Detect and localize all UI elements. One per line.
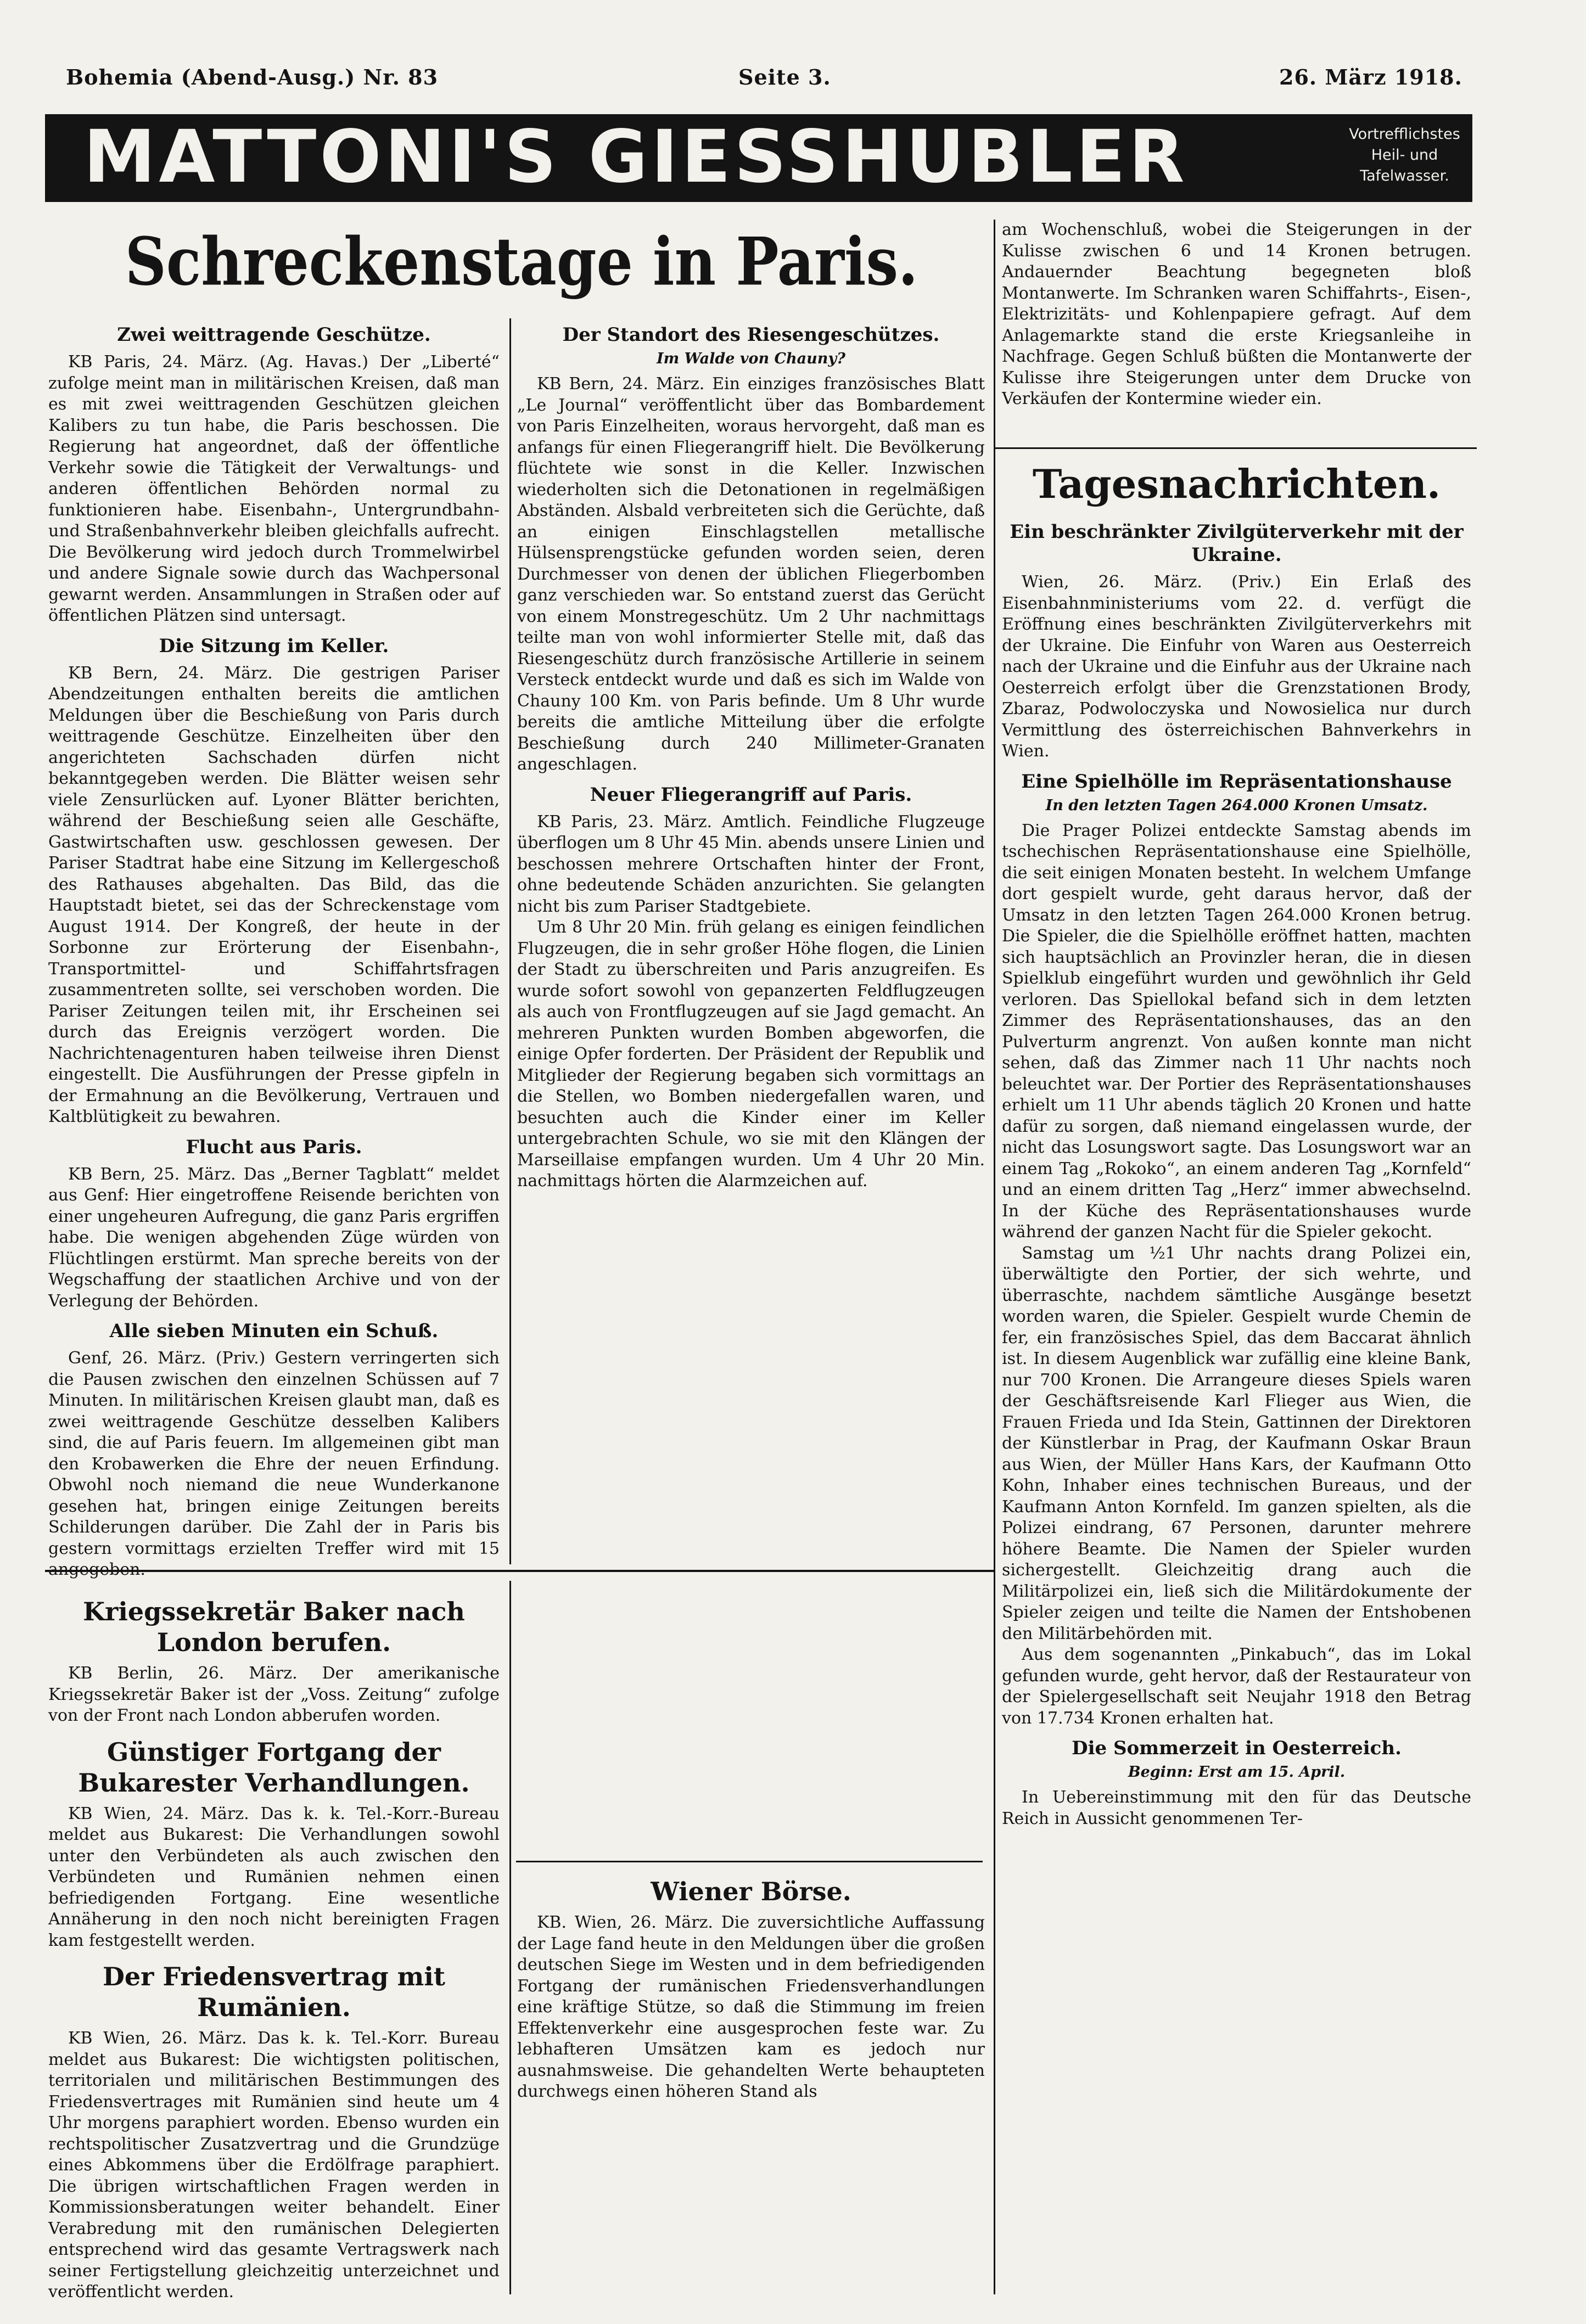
article-paragraph: KB Berlin, 26. März. Der amerikanische Kriegssekretär Baker ist der „Voss. Zeitung“ zufolge von der Front nach London abberufen worden. [48, 1664, 500, 1725]
article-paragraph: KB Paris, 24. März. (Ag. Havas.) Der „Liberté“ zufolge meint man in militärischen Kreisen, daß man es mit zwei weittragenden Geschützen gleichen Kalibers zu tun habe, die Paris beschossen. Die Regierung hat angeordnet, daß der öffentliche Verkehr sowie die Tätigkeit der Verwaltungs- und anderen öffentlichen Behörden normal zu funktionieren habe. Eisenbahn-, Untergrundbahn- und Straßenbahnverkehr bleiben gleichfalls aufrecht. Die Bevölkerung wird jedoch durch Trommelwirbel und andere Signale sowie durch das Wachpersonal gewarnt werden. Ansammlungen in Straßen oder auf öffentlichen Plätzen sind untersagt. [48, 352, 500, 625]
article-paragraph: KB Paris, 23. März. Amtlich. Feindliche Flugzeuge überflogen um 8 Uhr 45 Min. abends unsere Linien und beschossen mehrere Ortschaften hinter der Front, ohne bedeutende Schäden anzurichten. Sie gelangten nicht bis zum Pariser Stadtgebiete. [517, 812, 985, 916]
section-heading: Der Standort des Riesengeschützes. [562, 324, 940, 346]
article-paragraph: KB Wien, 26. März. Das k. k. Tel.-Korr. Bureau meldet aus Bukarest: Die wichtigsten politischen, territorialen und militärischen Bestimmungen des Friedensvertrages mit Rumänien sind heute um 4 Uhr morgens paraphiert worden. Ebenso wurden ein rechtspolitischer Zusatzvertrag und die Grundzüge eines Abkommens über die Erdölfrage paraphiert. Die übrigen wirtschaftlichen Fragen werden in Kommissionsberatungen weiter behandelt. Einer Verabredung mit den rumänischen Delegierten entsprechend wird das gesamte Vertragswerk nach seiner Fertigstellung gleichzeitig unterzeichnet und veröffentlicht werden. [48, 2029, 500, 2301]
article-paragraph: Wien, 26. März. (Priv.) Ein Erlaß des Eisenbahnministeriums vom 22. d. verfügt die Eröffnung eines beschränkten Zivilgüterverkehrs mit der Ukraine. Die Einfuhr von Waren aus Oesterreich nach der Ukraine und die Einfuhr aus der Ukraine nach Oesterreich erfolgt über die Grenzstationen Brody, Zbaraz, Podwoloczyska und Nowosielica nur durch Vermittlung des österreichischen Bahnverkehrs in Wien. [1002, 572, 1471, 761]
ad-side-line: Heil- und [1371, 147, 1438, 164]
article-paragraph: Samstag um ½1 Uhr nachts drang Polizei ein, überwältigte den Portier, der sich wehrte, und überraschte, nachdem sämtliche Ausgänge besetzt worden waren, die Spieler. Gespielt wurde Chemin de fer, ein französisches Spiel, das dem Baccarat ähnlich ist. In diesem Augenblick war zufällig eine kleine Bank, nur 700 Kronen. Die Arrangeure dieses Spiels waren der Geschäftsreisende Karl Flieger aus Wien, die Frauen Frieda und Ida Stein, Gattinnen der Direktoren der Künstlerbar in Prag, der Kaufmann Oskar Braun aus Wien, der Müller Hans Kars, der Kaufmann Otto Kohn, Inhaber eines technischen Bureaus, und der Kaufmann Anton Kornfeld. Im ganzen spielten, als die Polizei eindrang, 67 Personen, darunter mehrere höhere Beamte. Die Namen der Spieler wurden sichergestellt. Gleichzeitig drang auch die Militärpolizei ein, ließ sich die Militärdokumente der Spieler zeigen und teilte die Namen der Entshobenen den Militärbehörden mit. [1002, 1243, 1471, 1643]
lead-column-left [48, 316, 500, 1579]
section-heading: Neuer Fliegerangriff auf Paris. [590, 783, 912, 806]
lower-column-middle [517, 1866, 985, 2294]
section-heading: Zwei weittragende Geschütze. [117, 324, 431, 346]
article-paragraph: KB Bern, 25. März. Das „Berner Tagblatt“ meldet aus Genf: Hier eingetroffene Reisende berichten von einer ungeheuren Aufregung, die ganz Paris ergriffen habe. Die wenigen abgehenden Züge würden von Flüchtlingen erstürmt. Man spreche bereits von der Wegschaffung der staatlichen Archive und von der Verlegung der Behörden. [48, 1164, 500, 1311]
article-paragraph: KB. Wien, 26. März. Die zuversichtliche Auffassung der Lage fand heute in den Meldungen über die großen deutschen Siege im Westen und in dem befriedigenden Fortgang der rumänischen Friedensverhandlungen eine kräftige Stütze, so daß die Stimmung im freien Effektenverkehr eine ausgesprochen feste war. Zu lebhafteren Umsätzen kam es jedoch nur ausnahmsweise. Die gehandelten Werte behaupteten durchwegs einen höheren Stand als [517, 1913, 985, 2101]
section-title-tagesnachrichten: Tagesnachrichten. [1032, 461, 1441, 507]
section-heading: Alle sieben Minuten ein Schuß. [109, 1320, 439, 1342]
article-paragraph: am Wochenschluß, wobei die Steigerungen in der Kulisse zwischen 6 und 14 Kronen betrugen. Andauernder Beachtung begegneten bloß Montanwerte. Im Schranken waren Schiffahrts-, Eisen-, Elektrizitäts- und Kohlenpapiere gefragt. Auf dem Anlagemarkte stand die erste Kriegsanleihe in Nachfrage. Gegen Schluß büßten die Montanwerte der Kulisse ihre Steigerungen unter dem Drucke von Verkäufen der Kontermine wieder ein. [1002, 220, 1471, 408]
right-column [1002, 220, 1471, 2294]
section-rule [516, 1861, 983, 1862]
article-paragraph: In Uebereinstimmung mit den für das Deutsche Reich in Aussicht genommenen Ter- [1002, 1788, 1471, 1828]
article-subheading: Beginn: Erst am 15. April. [1128, 1764, 1346, 1781]
lower-column-left [48, 1586, 500, 2301]
section-subheading: Im Walde von Chauny? [657, 350, 845, 367]
article-heading: Wiener Börse. [651, 1877, 851, 1906]
article-subheading: In den letzten Tagen 264.000 Kronen Umsatz. [1045, 796, 1428, 814]
article-heading: Günstiger Fortgang der Bukarester Verhandlungen. [78, 1737, 470, 1798]
article-paragraph: Die Prager Polizei entdeckte Samstag abends im tschechischen Repräsentationshause eine Spielhölle, die seit einigen Monaten besteht. In welchem Umfange dort gespielt wurde, geht daraus hervor, daß der Umsatz in den letzten Tagen 264.000 Kronen betrug. Die Spieler, die die Spielhölle eröffnet hatten, machten sich hauptsächlich an Provinzler heran, die in diesen Spielklub eingeführt wurden und gewöhnlich ihr Geld verloren. Das Spiellokal befand sich in dem letzten Zimmer des Repräsentationshauses, das an den Pulverturm angrenzt. Von außen konnte man nicht sehen, daß das Zimmer nach 11 Uhr nachts noch beleuchtet war. Der Portier des Repräsentationshauses erhielt um 11 Uhr abends täglich 20 Kronen und hatte dafür zu sorgen, daß niemand eingelassen wurde, der nicht das Losungswort sagte. Das Losungswort war an einem Tag „Rokoko“, an einem anderen Tag „Kornfeld“ und an einem dritten Tag „Herz“ immer abwechselnd. In der Küche des Repräsentationshauses wurde während der ganzen Nacht für die Spieler gekocht. [1002, 821, 1471, 1242]
column-rule [509, 1581, 511, 2294]
article-paragraph: Genf, 26. März. (Priv.) Gestern verringerten sich die Pausen zwischen den einzelnen Schüssen auf 7 Minuten. In militärischen Kreisen glaubt man, daß es zwei weittragende Geschütze desselben Kalibers sind, die auf Paris feuern. Im allgemeinen gibt man den Krobawerken die Ehre der neuen Erfindung. Obwohl noch niemand die neue Wunderkanone gesehen hat, bringen einige Zeitungen bereits Schilderungen darüber. Die Zahl der in Paris bis gestern vormittags erzielten Treffer wird mit 15 angegeben. [48, 1349, 500, 1579]
section-heading: Die Sitzung im Keller. [159, 635, 389, 657]
page-number: Seite 3. [738, 65, 831, 89]
ad-side-text [1346, 124, 1464, 187]
column-rule [994, 220, 995, 2294]
article-heading: Der Friedensvertrag mit Rumänien. [102, 1962, 446, 2022]
article-paragraph: KB Bern, 24. März. Die gestrigen Pariser Abendzeitungen enthalten bereits die amtlichen Meldungen über die Beschießung von Paris durch weittragende Geschütze. Einzelheiten über den angerichteten Sachschaden dürfen nicht bekanntgegeben werden. Die Blätter weisen sehr viele Zensurlücken auf. Lyoner Blätter berichten, während der Beschießung seien alle Geschäfte, Gastwirtschaften usw. geschlossen gewesen. Der Pariser Stadtrat habe eine Sitzung im Kellergeschoß des Rathauses abgehalten. Das Bild, das die Hauptstadt bietet, sei das der Schreckenstage vom August 1914. Der Kongreß, der heute in der Sorbonne zur Erörterung der Eisenbahn-, Transportmittel- und Schiffahrtsfragen zusammentreten sollte, sei verschoben worden. Die Pariser Zeitungen teilen mit, ihr Erscheinen sei durch das Ereignis verzögert worden. Die Nachrichtenagenturen haben teilweise ihren Dienst eingestellt. Die Ausführungen der Presse gipfeln in der Ermahnung an die Bevölkerung, Vertrauen und Kaltblütigkeit zu bewahren. [48, 663, 500, 1126]
article-heading: Ein beschränkter Zivilgüterverkehr mit der Ukraine. [1010, 521, 1464, 566]
article-paragraph: KB Bern, 24. März. Ein einziges französisches Blatt „Le Journal“ veröffentlicht über das Bombardement von Paris Einzelheiten, woraus hervorgeht, daß man es anfangs für einen Fliegerangriff hielt. Die Bevölkerung flüchtete wie sonst in die Keller. Inzwischen wiederholten sich die Detonationen in regelmäßigen Abständen. Alsbald verbreiteten sich die Gerüchte, daß an einigen Einschlagstellen metallische Hülsensprengstücke gefunden worden seien, deren Durchmesser von denen der üblichen Fliegerbomben ganz verschieden war. So entstand zuerst das Gerücht von einem Monstregeschütz. Um 2 Uhr nachmittags teilte man von wohl informierter Stelle mit, daß das Riesengeschütz durch französische Artillerie in seinem Versteck entdeckt wurde und daß es sich im Walde von Chauny 100 Km. von Paris befinde. Um 8 Uhr wurde bereits die amtliche Mitteilung über die erfolgte Beschießung durch 240 Millimeter-Granaten angeschlagen. [517, 374, 985, 774]
article-paragraph: Aus dem sogenannten „Pinkabuch“, das im Lokal gefunden wurde, geht hervor, daß der Restaurateur von der Spielergesellschaft seit Neujahr 1918 den Betrag von 17.734 Kronen erhalten hat. [1002, 1645, 1471, 1728]
article-paragraph: KB Wien, 24. März. Das k. k. Tel.-Korr.-Bureau meldet aus Bukarest: Die Verhandlungen sowohl unter den Verbündeten als auch zwischen den Verbündeten und Rumänien nehmen einen befriedigenden Fortgang. Eine wesentliche Annäherung in den noch nicht bereinigten Fragen kam festgestellt werden. [48, 1804, 500, 1950]
ad-side-line: Tafelwasser. [1360, 167, 1449, 184]
ad-side-line: Vortrefflichstes [1349, 126, 1460, 143]
lead-column-middle [517, 316, 985, 1562]
article-heading: Eine Spielhölle im Repräsentationshause [1021, 770, 1452, 793]
ad-slogan: MATTONI'S GIESSHUBLER [83, 115, 1188, 199]
article-paragraph: Um 8 Uhr 20 Min. früh gelang es einigen feindlichen Flugzeugen, die in sehr großer Höhe flogen, die Linien der Stadt zu überschreiten und Paris anzugreifen. Es wurde sofort sowohl von gepanzerten Feldflugzeugen als auch von Frontflugzeugen auf sie Jagd gemacht. An mehreren Punkten wurden Bomben abgeworfen, die einige Opfer forderten. Der Präsident der Republik und Mitglieder der Regierung begaben sich vormittags an die Stellen, wo Bomben niedergefallen waren, und besuchten auch die Kinder einer im Keller untergebrachten Schule, wo sie mit den Klängen der Marseillaise empfangen wurden. Um 4 Uhr 20 Min. nachmittags hörten die Alarmzeichen auf. [517, 918, 985, 1191]
paper-name: Bohemia (Abend-Ausg.) Nr. 83 [66, 65, 439, 89]
lead-headline: Schreckenstage in Paris. [125, 222, 918, 301]
section-heading: Flucht aus Paris. [186, 1136, 362, 1158]
mattoni-advertisement [45, 114, 1472, 202]
issue-date: 26. März 1918. [1279, 65, 1462, 89]
article-heading: Die Sommerzeit in Oesterreich. [1072, 1737, 1402, 1759]
article-heading: Kriegssekretär Baker nach London berufen. [83, 1597, 465, 1657]
column-rule [509, 318, 511, 1564]
